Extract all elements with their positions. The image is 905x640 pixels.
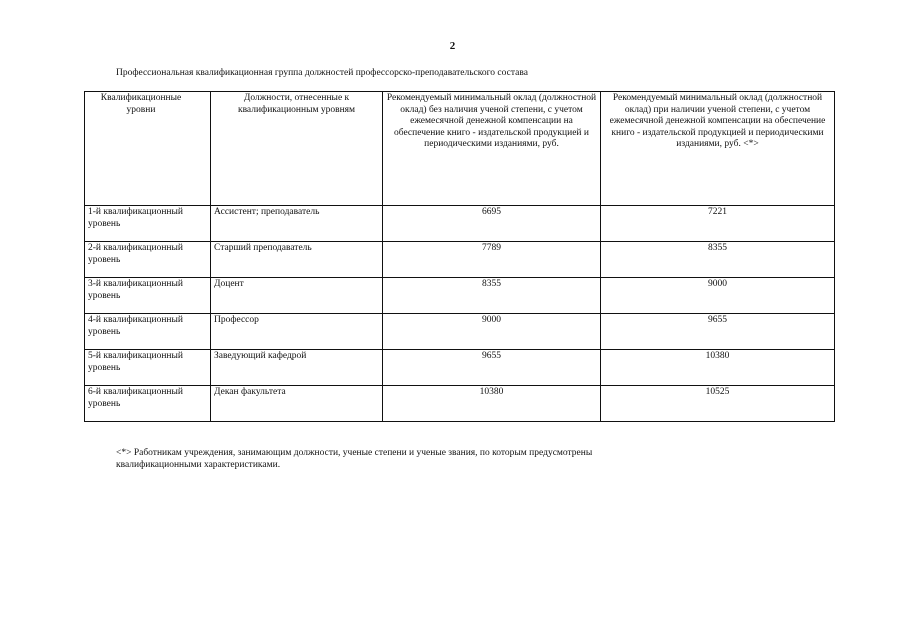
salary-no-degree-cell: 7789 (383, 242, 601, 278)
position-cell: Декан факультета (211, 386, 383, 422)
level-cell: 4-й квалификационный уровень (85, 314, 211, 350)
salary-no-degree-cell: 8355 (383, 278, 601, 314)
salary-no-degree-cell: 9655 (383, 350, 601, 386)
header-salary-no-degree: Рекомендуемый минимальный оклад (должностной оклад) без наличия ученой степени, с учетом ежемесячной денежной компенсации на обеспечение книго - издательской продукцией и периодическими изданиями, руб. (383, 92, 601, 206)
position-cell: Старший преподаватель (211, 242, 383, 278)
salary-table (84, 91, 835, 422)
level-cell: 3-й квалификационный уровень (85, 278, 211, 314)
salary-no-degree-cell: 9000 (383, 314, 601, 350)
salary-degree-cell: 9655 (601, 314, 835, 350)
table-header-row (85, 92, 835, 206)
level-cell: 2-й квалификационный уровень (85, 242, 211, 278)
footnote: <*> Работникам учреждения, занимающим должности, ученые степени и ученые звания, по которым предусмотрены квалификационными характеристиками. (116, 448, 593, 470)
header-salary-with-degree: Рекомендуемый минимальный оклад (должностной оклад) при наличии ученой степени, с учетом ежемесячной денежной компенсации на обеспечение книго - издательской продукцией и периодическими изданиями, руб. <*> (601, 92, 835, 206)
position-cell: Профессор (211, 314, 383, 350)
position-cell: Заведующий кафедрой (211, 350, 383, 386)
table-row (85, 386, 835, 422)
salary-no-degree-cell: 6695 (383, 206, 601, 242)
header-positions: Должности, отнесенные к квалификационным уровням (211, 92, 383, 206)
salary-no-degree-cell: 10380 (383, 386, 601, 422)
level-cell: 1-й квалификационный уровень (85, 206, 211, 242)
salary-degree-cell: 9000 (601, 278, 835, 314)
table-row (85, 206, 835, 242)
salary-degree-cell: 10525 (601, 386, 835, 422)
table-row (85, 242, 835, 278)
position-cell: Ассистент; преподаватель (211, 206, 383, 242)
salary-degree-cell: 8355 (601, 242, 835, 278)
table-row (85, 278, 835, 314)
document-title: Профессиональная квалификационная группа должностей профессорско-преподавательского состава (116, 68, 528, 78)
level-cell: 5-й квалификационный уровень (85, 350, 211, 386)
header-levels: Квалификационные уровни (85, 92, 211, 206)
level-cell: 6-й квалификационный уровень (85, 386, 211, 422)
table-row (85, 350, 835, 386)
position-cell: Доцент (211, 278, 383, 314)
salary-degree-cell: 7221 (601, 206, 835, 242)
table-row (85, 314, 835, 350)
page-number: 2 (449, 40, 456, 52)
salary-degree-cell: 10380 (601, 350, 835, 386)
